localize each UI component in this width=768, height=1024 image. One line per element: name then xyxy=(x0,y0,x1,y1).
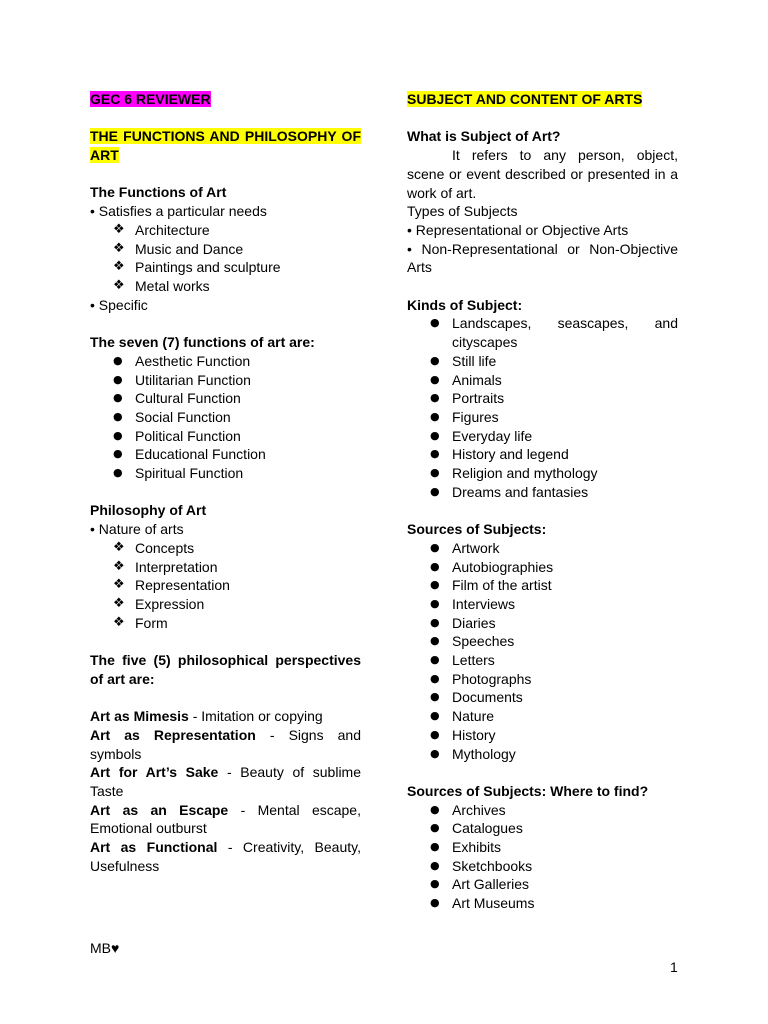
list-item: ● Nature xyxy=(407,707,678,726)
nature-list xyxy=(90,539,361,633)
subject-content-title: SUBJECT AND CONTENT OF ARTS xyxy=(407,91,643,107)
types-point-non-representational: • Non-Representational or Non-Objective Arts xyxy=(407,240,678,276)
perspective-functional: Art as Functional - Creativity, Beauty, Usefulness xyxy=(90,839,361,874)
list-item: ❖ Concepts xyxy=(90,539,361,558)
list-item: ● Diaries xyxy=(407,614,678,633)
list-item: ● Exhibits xyxy=(407,838,678,857)
list-item: ● Archives xyxy=(407,801,678,820)
seven-functions-heading: The seven (7) functions of art are: xyxy=(90,334,315,351)
list-item: ● Religion and mythology xyxy=(407,464,678,483)
list-item: ● Dreams and fantasies xyxy=(407,483,678,502)
list-item: ● Cultural Function xyxy=(90,389,361,408)
list-item: ● Interviews xyxy=(407,595,678,614)
kinds-list xyxy=(407,314,678,501)
list-item: ● Letters xyxy=(407,651,678,670)
left-column xyxy=(90,90,361,875)
list-item: ❖ Expression xyxy=(90,595,361,614)
list-item: ● Autobiographies xyxy=(407,558,678,577)
list-item: ❖ Music and Dance xyxy=(90,240,361,259)
list-item: ● Photographs xyxy=(407,670,678,689)
list-item: ❖ Interpretation xyxy=(90,558,361,577)
list-item: ● Political Function xyxy=(90,427,361,446)
philosophy-heading: Philosophy of Art xyxy=(90,502,207,519)
list-item: ● Film of the artist xyxy=(407,576,678,595)
list-item: ❖ Representation xyxy=(90,576,361,595)
list-item: ● Educational Function xyxy=(90,445,361,464)
list-item: ● Artwork xyxy=(407,539,678,558)
list-item: ● Everyday life xyxy=(407,427,678,446)
author-initials: MB♥ xyxy=(90,940,120,956)
list-item: ● Art Galleries xyxy=(407,875,678,894)
list-item: ● Documents xyxy=(407,688,678,707)
list-item: ● Animals xyxy=(407,371,678,390)
functions-philosophy-title: THE FUNCTIONS AND PHILOSOPHY OF ART xyxy=(90,128,361,164)
sources-list xyxy=(407,539,678,763)
list-item: ● Aesthetic Function xyxy=(90,352,361,371)
list-item: ● Mythology xyxy=(407,745,678,764)
list-item: ● Sketchbooks xyxy=(407,857,678,876)
functions-point-specific: • Specific xyxy=(90,296,148,313)
perspective-mimesis: Art as Mimesis - Imitation or copying xyxy=(90,708,323,725)
functions-heading: The Functions of Art xyxy=(90,184,227,201)
list-item: ● Catalogues xyxy=(407,819,678,838)
list-item: ● Speeches xyxy=(407,632,678,651)
where-to-find-heading: Sources of Subjects: Where to find? xyxy=(407,782,649,799)
list-item: ● Art Museums xyxy=(407,894,678,913)
sources-heading: Sources of Subjects: xyxy=(407,521,547,538)
list-item: ● History xyxy=(407,726,678,745)
functions-point-needs: • Satisfies a particular needs xyxy=(90,203,267,220)
kinds-heading: Kinds of Subject: xyxy=(407,296,523,313)
philosophy-point: • Nature of arts xyxy=(90,521,184,538)
where-to-find-list xyxy=(407,801,678,913)
what-is-subject-text: It refers to any person, object, scene or event described or presented in a work of art. xyxy=(407,147,678,201)
list-item: ● Portraits xyxy=(407,389,678,408)
types-of-subjects-label: Types of Subjects xyxy=(407,203,518,220)
perspective-arts-sake: Art for Art’s Sake - Beauty of sublime Taste xyxy=(90,764,361,799)
list-item: ● Landscapes, seascapes, and cityscapes xyxy=(407,314,678,351)
list-item: ● Social Function xyxy=(90,408,361,427)
list-item: ● Spiritual Function xyxy=(90,464,361,483)
needs-list xyxy=(90,221,361,296)
list-item: ● History and legend xyxy=(407,445,678,464)
list-item: ❖ Form xyxy=(90,614,361,633)
right-column xyxy=(407,90,678,913)
list-item: ❖ Paintings and sculpture xyxy=(90,258,361,277)
doc-title: GEC 6 REVIEWER xyxy=(90,91,211,107)
page-number: 1 xyxy=(670,959,678,975)
list-item: ● Utilitarian Function xyxy=(90,371,361,390)
list-item: ● Figures xyxy=(407,408,678,427)
seven-functions-list xyxy=(90,352,361,483)
perspective-escape: Art as an Escape - Mental escape, Emotional outburst xyxy=(90,801,361,837)
types-point-representational: • Representational or Objective Arts xyxy=(407,221,629,238)
list-item: ● Still life xyxy=(407,352,678,371)
five-perspectives-heading: The five (5) philosophical perspectives of art are: xyxy=(90,652,361,687)
what-is-subject-heading: What is Subject of Art? xyxy=(407,128,561,145)
list-item: ❖ Architecture xyxy=(90,221,361,240)
list-item: ❖ Metal works xyxy=(90,277,361,296)
perspective-representation: Art as Representation - Signs and symbols xyxy=(90,726,362,762)
